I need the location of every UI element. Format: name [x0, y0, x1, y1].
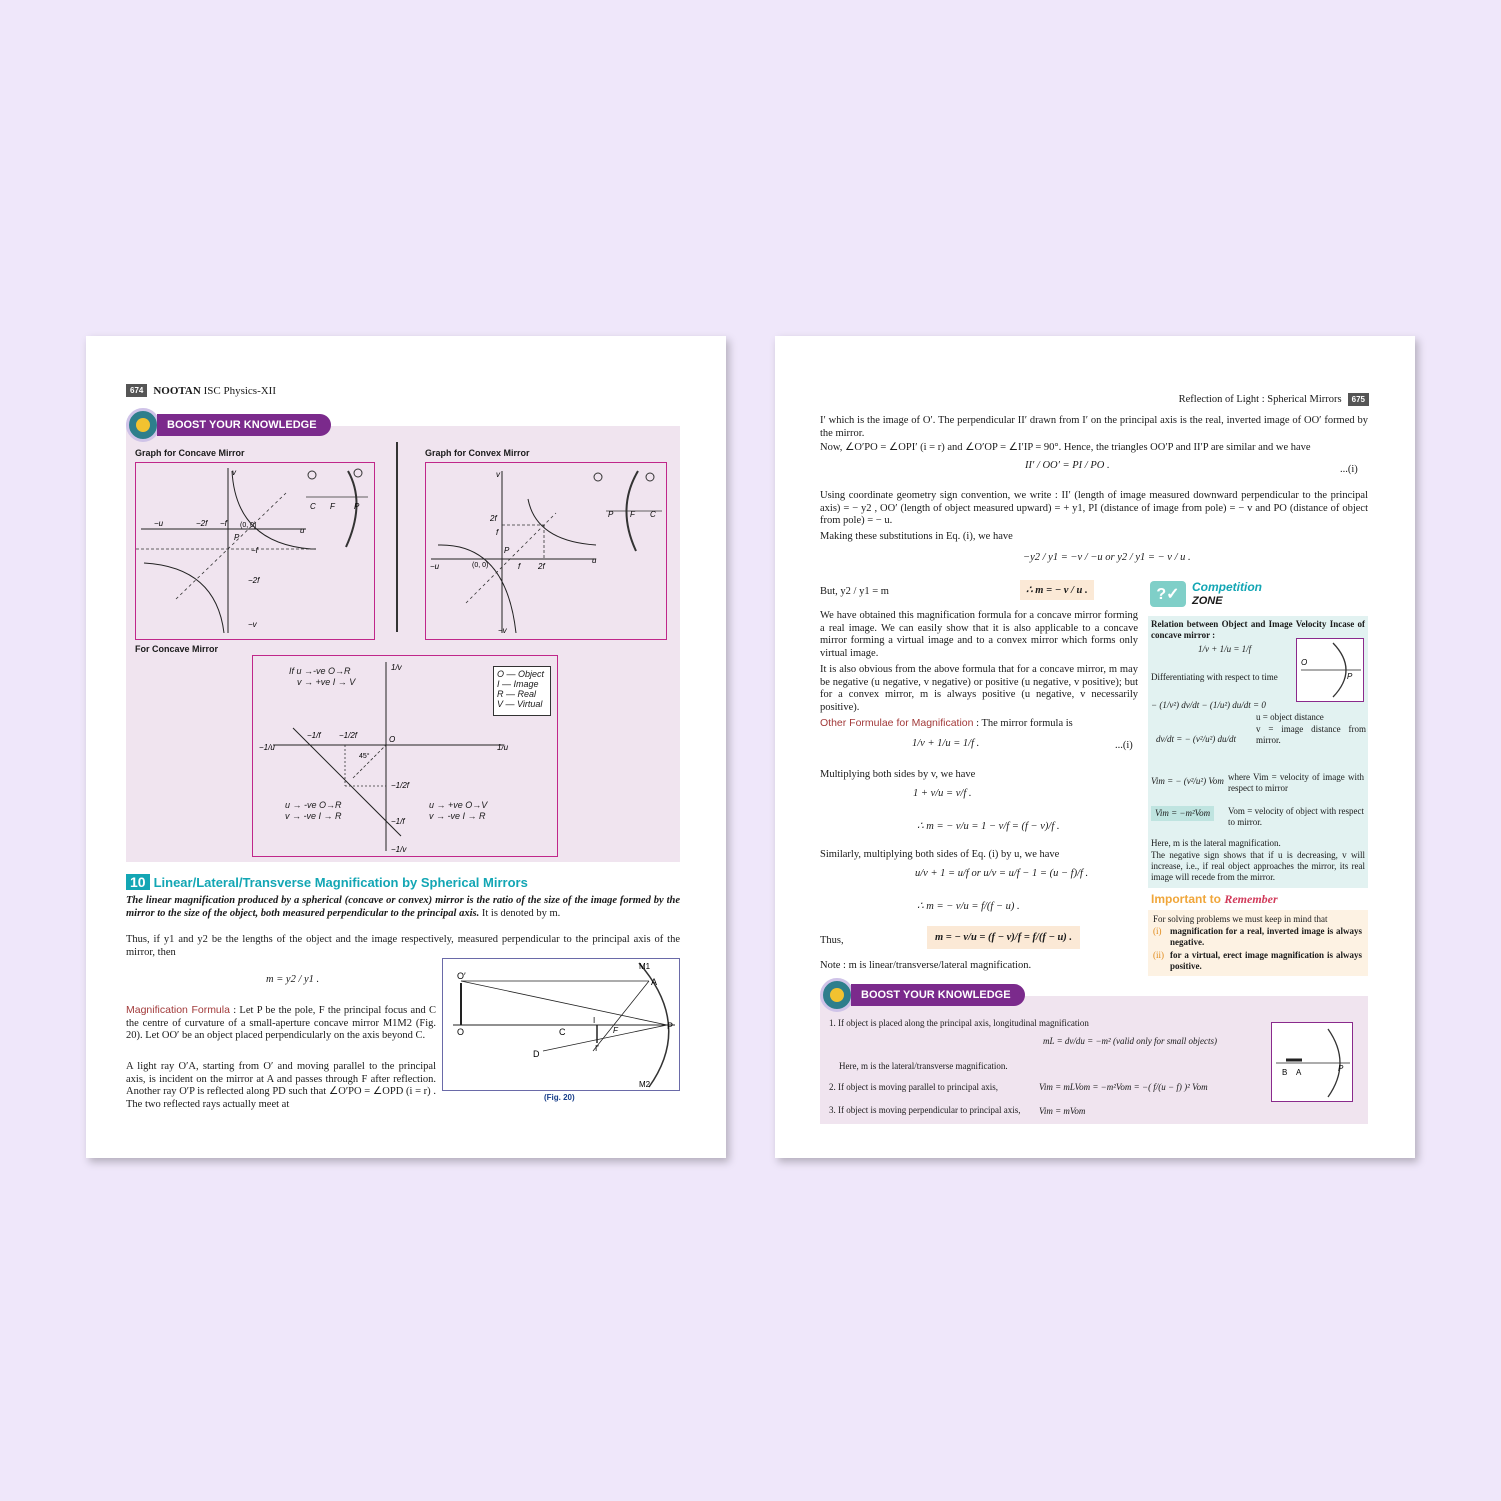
svg-text:F: F	[630, 510, 635, 519]
svg-text:−1/v: −1/v	[391, 845, 407, 854]
imp-title-1: Important to	[1151, 892, 1221, 906]
svg-text:I′: I′	[595, 1044, 599, 1053]
quad-label-2: v → +ve I → V	[297, 677, 356, 687]
svg-text:2f: 2f	[490, 514, 497, 523]
svg-text:1/v: 1/v	[391, 663, 402, 672]
note: Note : m is linear/transverse/lateral magnification.	[820, 960, 1032, 971]
svg-text:1/u: 1/u	[497, 743, 509, 752]
book-title-bold: NOOTAN	[153, 384, 201, 397]
svg-text:−v: −v	[248, 620, 257, 629]
svg-text:I: I	[593, 1016, 596, 1025]
fig-caption: (Fig. 20)	[544, 1093, 575, 1102]
quad-label-1: If u →-ve O→R	[289, 666, 351, 676]
svg-text:P: P	[234, 533, 240, 542]
cz-heading: Relation between Object and Image Velocity Incase of concave mirror :	[1151, 619, 1365, 640]
svg-text:v: v	[496, 470, 500, 479]
svg-text:−u: −u	[154, 519, 164, 528]
boost-header-2	[820, 978, 1025, 1012]
cz-neg: The negative sign shows that if u is decreasing, v will increase, i.e., if real object approaches the mirror, its real image will recede from the mirror.	[1151, 850, 1365, 882]
svg-text:−f: −f	[251, 546, 258, 555]
concave-graph	[135, 462, 375, 640]
mag-formula-para	[126, 1004, 436, 1043]
svg-text:B: B	[1282, 1068, 1288, 1077]
legend-item: V — Virtual	[497, 699, 543, 709]
svg-text:u: u	[592, 556, 597, 565]
competition-zone-header	[1150, 580, 1262, 608]
svg-text:−1/2f: −1/2f	[339, 731, 358, 740]
svg-text:P: P	[667, 1021, 674, 1031]
cz-eq-1: 1/v + 1/u = 1/f	[1198, 644, 1252, 654]
eq-4: 1 + v/u = v/f .	[913, 788, 972, 799]
cz-diff: Differentiating with respect to time	[1151, 672, 1278, 682]
svg-text:C: C	[310, 502, 316, 511]
graph-convex-label: Graph for Convex Mirror	[425, 448, 530, 458]
convex-graph-svg	[426, 463, 666, 639]
eq-8: m = − v/u = (f − v)/f = f/(f − u) .	[927, 926, 1080, 949]
graph-concave-label: Graph for Concave Mirror	[135, 448, 245, 458]
cz-eq-4: Vim = − (v²/u²) Vom	[1151, 776, 1224, 786]
quad-label-3: u → -ve O→R	[285, 800, 342, 810]
svg-text:v: v	[232, 468, 236, 477]
right-page	[775, 336, 1415, 1158]
svg-text:(0, 0): (0, 0)	[472, 562, 489, 569]
svg-text:f: f	[496, 528, 499, 537]
svg-text:−1/2f: −1/2f	[391, 781, 410, 790]
svg-text:−2f: −2f	[248, 576, 260, 585]
boost-item-2: 2. If object is moving parallel to principal axis,	[829, 1082, 998, 1092]
eq-5: ∴ m = − v/u = 1 − v/f = (f − v)/f .	[917, 821, 1060, 832]
thus-text: Thus, if y1 and y2 be the lengths of the object and the image respectively, measured perpendicular to the principal axis of the mirror, then	[126, 934, 680, 958]
quad-label-4: v → -ve I → R	[285, 811, 342, 821]
svg-text:D: D	[533, 1049, 540, 1059]
svg-text:F: F	[330, 502, 335, 511]
svg-text:M2: M2	[639, 1080, 651, 1089]
cz-title-2: ZONE	[1192, 595, 1223, 607]
boost-eq-2: Vim = mLVom = −m²Vom = −( f/(u − f) )² Vom	[1039, 1082, 1208, 1092]
svg-text:−1/f: −1/f	[307, 731, 321, 740]
convex-graph	[425, 462, 667, 640]
definition	[126, 895, 680, 920]
boost-here: Here, m is the lateral/transverse magnification.	[839, 1061, 1008, 1071]
svg-text:−1/f: −1/f	[391, 817, 405, 826]
other-heading: Other Formulae for Magnification	[820, 717, 974, 729]
svg-text:M1: M1	[639, 962, 651, 971]
boost-mirror-diagram	[1271, 1022, 1353, 1102]
svg-text:O: O	[389, 735, 396, 744]
definition-bold: The linear magnification produced by a spherical (concave or convex) mirror is the ratio of the size of the image formed by the mirror to the size of the object, both measured perpendicular to the principal axis.	[126, 895, 680, 919]
quad-label-5: u → +ve O→V	[429, 800, 488, 810]
cz-mirror-diagram	[1296, 638, 1364, 702]
quad-label-6: v → -ve I → R	[429, 811, 486, 821]
para-3: Using coordinate geometry sign convention, we write : II′ (length of image measured downward perpendicular to the principal axis) = − y2 , OO′ (length of object measured upward) = + y1, PI (distance of image from pole) = − v and PO (distance of object from pole) = − u.	[820, 490, 1368, 526]
svg-text:P: P	[1347, 672, 1353, 681]
for-concave-label: For Concave Mirror	[135, 644, 219, 654]
svg-text:O′: O′	[457, 971, 466, 981]
svg-text:P: P	[504, 546, 510, 555]
m-formula: m = y2 / y1 .	[266, 974, 320, 985]
para-6: It is also obvious from the above formula that for a concave mirror, m may be negative (u negative, v negative) or positive (u negative, v positive); but for a convex mirror, m is always positive (u negative, v necessarily positive).	[820, 664, 1138, 713]
para-4: Making these substitutions in Eq. (i), we have	[820, 531, 1013, 542]
boost-mirror-svg	[1272, 1023, 1352, 1101]
cz-here: Here, m is the lateral magnification.	[1151, 838, 1281, 848]
imp-intro: For solving problems we must keep in mind that	[1153, 914, 1328, 924]
svg-text:u: u	[300, 526, 305, 535]
cz-eq-3: dv/dt = − (v²/u²) du/dt	[1156, 734, 1237, 744]
boost-item-3: 3. If object is moving perpendicular to principal axis,	[829, 1105, 1021, 1115]
fig-20	[442, 958, 680, 1091]
svg-text:C: C	[650, 510, 656, 519]
left-page-header	[126, 384, 276, 397]
other-formulae	[820, 717, 1138, 731]
section-heading	[126, 874, 528, 890]
cz-u-def: u = object distance	[1256, 712, 1324, 722]
imp-box	[1148, 910, 1368, 976]
imp-i-num: (i)	[1153, 926, 1162, 936]
eq-2: −y2 / y1 = −v / −u or y2 / y1 = − v / u .	[1023, 552, 1191, 563]
svg-text:O: O	[457, 1027, 465, 1037]
legend-item: I — Image	[497, 679, 539, 689]
cz-v-def: v = image distance from mirror.	[1256, 724, 1366, 745]
question-check-icon: ?✓	[1150, 581, 1186, 607]
right-page-header	[1179, 393, 1369, 406]
book-title-rest: ISC Physics-XII	[200, 384, 276, 397]
imp-ii-num: (ii)	[1153, 950, 1164, 960]
fig-20-svg	[443, 959, 679, 1090]
svg-text:f: f	[518, 562, 521, 571]
cz-vom: Vom = velocity of object with respect to mirror.	[1228, 806, 1364, 827]
page-number: 674	[126, 384, 147, 397]
eq-3: 1/v + 1/u = 1/f .	[912, 738, 980, 749]
imp-i: magnification for a real, inverted image is always negative.	[1170, 926, 1362, 947]
eq-1-tag: ...(i)	[1340, 464, 1358, 475]
mult-v: Multiplying both sides by v, we have	[820, 769, 976, 780]
page-number: 675	[1348, 393, 1369, 406]
definition-rest: It is denoted by m.	[479, 907, 561, 919]
svg-text:−1/u: −1/u	[259, 743, 275, 752]
imp-title	[1151, 892, 1278, 907]
left-page	[86, 336, 726, 1158]
imp-title-2: Remember	[1224, 892, 1278, 906]
svg-text:P: P	[608, 510, 614, 519]
light-ray-para: A light ray O′A, starting from O′ and moving parallel to the principal axis, is incident on the mirror at A and passes through F after reflection. Another ray O′P is reflected along PD such that ∠O′PO = ∠OPD (i = r) . The two reflected rays actually meet at	[126, 1061, 436, 1110]
svg-text:O: O	[1301, 658, 1308, 667]
svg-text:A: A	[1296, 1068, 1302, 1077]
imp-ii: for a virtual, erect image magnification is always positive.	[1170, 950, 1362, 971]
bulb-icon	[126, 408, 160, 442]
svg-text:A: A	[651, 977, 658, 987]
chapter-header: Reflection of Light : Spherical Mirrors	[1178, 394, 1342, 405]
legend-box	[493, 666, 551, 716]
mag-formula-heading: Magnification Formula	[126, 1004, 230, 1016]
mult-u: Similarly, multiplying both sides of Eq. (i) by u, we have	[820, 849, 1060, 860]
svg-text:C: C	[559, 1027, 566, 1037]
reciprocal-graph	[252, 655, 558, 857]
para-5: We have obtained this magnification formula for a concave mirror forming a real image. We can easily show that it is also applicable to a concave mirror forming a virtual image and to a convex mirror which forms only virtual image.	[820, 610, 1138, 659]
eq-3-tag: ...(i)	[1115, 740, 1133, 751]
para-2: Now, ∠O′PO = ∠OPI′ (i = r) and ∠O′OP = ∠I′IP = 90°. Hence, the triangles OO′P and II′P are similar and we have	[820, 442, 1311, 453]
svg-text:(0, 0): (0, 0)	[240, 522, 257, 529]
legend-item: O — Object	[497, 669, 545, 679]
para-1: I′ which is the image of O′. The perpendicular II′ drawn from I′ on the principal axis is the real, inverted image of OO′ formed by the mirror.	[820, 415, 1368, 439]
boost-label: BOOST YOUR KNOWLEDGE	[157, 414, 331, 436]
cz-title-1: Competition	[1192, 580, 1262, 594]
svg-text:P: P	[354, 502, 360, 511]
eq-1: II′ / OO′ = PI / PO .	[1025, 460, 1110, 471]
concave-graph-svg	[136, 463, 374, 639]
cz-mirror-svg	[1297, 639, 1363, 701]
svg-text:−2f: −2f	[196, 519, 208, 528]
thus-label: Thus,	[820, 935, 844, 946]
legend-item: R — Real	[497, 689, 537, 699]
other-text: : The mirror formula is	[973, 718, 1073, 729]
section-number: 10	[126, 874, 150, 890]
cz-eq-5: Vim = −m²Vom	[1151, 806, 1214, 821]
competition-zone-box	[1148, 616, 1368, 888]
eq-6: u/v + 1 = u/f or u/v = u/f − 1 = (u − f)/f .	[915, 868, 1089, 879]
boost-eq-3: Vim = mVom	[1039, 1106, 1086, 1116]
boost-header	[126, 408, 331, 442]
m-result: ∴ m = − v / u .	[1020, 580, 1094, 600]
svg-text:−f: −f	[220, 519, 227, 528]
svg-text:2f: 2f	[538, 562, 545, 571]
svg-text:−u: −u	[430, 562, 440, 571]
svg-text:−v: −v	[498, 626, 507, 635]
cz-eq-2: − (1/v²) dv/dt − (1/u²) du/dt = 0	[1151, 700, 1266, 710]
boost-label-2: BOOST YOUR KNOWLEDGE	[851, 984, 1025, 1006]
section-title: Linear/Lateral/Transverse Magnification by Spherical Mirrors	[153, 874, 528, 890]
svg-text:45°: 45°	[359, 753, 370, 760]
cz-where: where Vim = velocity of image with respect to mirror	[1228, 772, 1364, 793]
svg-text:F: F	[613, 1026, 618, 1035]
eq-7: ∴ m = − v/u = f/(f − u) .	[917, 901, 1020, 912]
boost-item-1: 1. If object is placed along the principal axis, longitudinal magnification	[829, 1018, 1089, 1028]
svg-text:P: P	[1338, 1064, 1344, 1073]
bulb-icon	[820, 978, 854, 1012]
boost-eq-1: mL = dv/du = −m² (valid only for small objects)	[1043, 1036, 1217, 1046]
divider	[396, 442, 398, 632]
mag-formula-text: : Let P be the pole, F the principal focus and C the centre of curvature of a small-aperture concave mirror M1M2 (Fig. 20). Let OO′ be an object placed perpendicularly on the axis beyond C.	[126, 1005, 436, 1041]
but-text: But, y2 / y1 = m	[820, 586, 889, 597]
